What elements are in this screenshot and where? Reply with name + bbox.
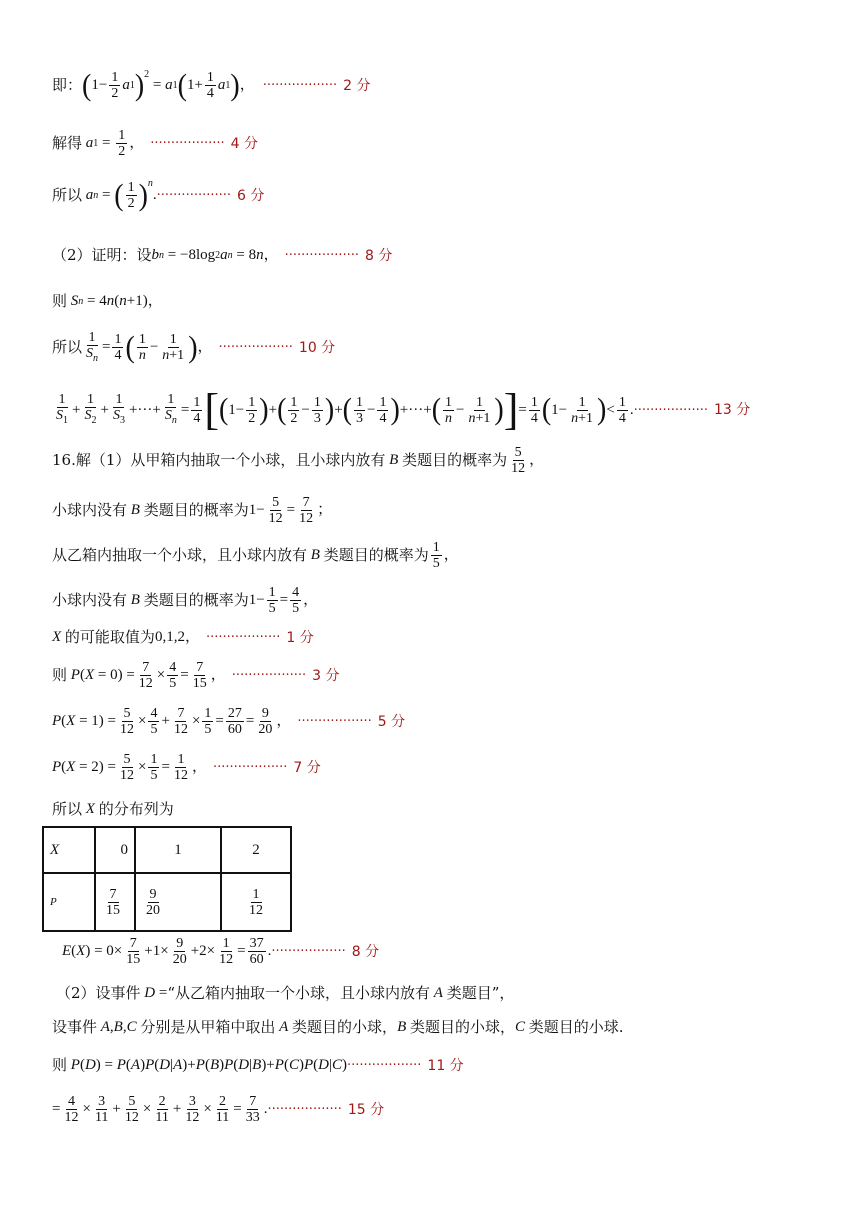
eq-line-1: 即： ( 1− $\frac{1}{2}$ a 1 ) $^2$ = a 1 ( 1+ $\frac{1}{4}$ a 1 ) ， ·················· 2 分	[52, 67, 371, 102]
score-15: 15 分	[347, 1101, 385, 1118]
fraction: $\frac{1}{2}$	[111, 70, 119, 101]
label-ji: 即：	[52, 76, 83, 94]
score-5: 5 分	[377, 713, 406, 730]
part2-event-line: （2）设事件 D = “从乙箱内抽取一个小球，且小球内放有 A 类题目”，	[56, 984, 515, 1002]
distribution-table	[42, 826, 292, 932]
score-4: 4 分	[230, 135, 258, 152]
q16-line-1: 16.解（1）从甲箱内抽取一个小球，且小球内放有 B 类题目的概率为 $\frac{5}{12}$ ，	[52, 445, 545, 476]
eq-line-4: （2）证明：设 b n = −8log 2 a n = 8 n ， ·················· 8 分	[52, 246, 393, 264]
score-10: 10 分	[298, 339, 336, 356]
score-dots: ··················	[262, 78, 338, 93]
final-line: = $\frac{4}{12}$ × $\frac{3}{11}$ + $\frac{5}{12}$ × $\frac{2}{11}$ + $\frac{3}{12}$ × $\frac{2}{11}$ = $\frac{7}{33}$ . ·················· 15 分	[52, 1094, 385, 1125]
score-11: 11 分	[427, 1057, 464, 1074]
eq-line-3: 所以 a n = ( $\frac{1}{2}$ ) $^n$ . ·················· 6 分	[52, 177, 265, 212]
q16-line-4: 小球内没有 B 类题目的概率为 1− $\frac{1}{5}$ = $\frac{4}{5}$ ，	[52, 585, 319, 616]
q16-line-3: 从乙箱内抽取一个小球，且小球内放有 B 类题目的概率为 $\frac{1}{5}$ ，	[52, 540, 459, 571]
table-row: P $\frac{7}{15}$ $\frac{9}{20}$ $\frac{1}{12}$	[43, 873, 291, 931]
score-1: 1 分	[286, 629, 314, 646]
eq-line-6: 所以 $\frac{1}{S_n}$ = $\frac{1}{4}$ ( $\frac{1}{n}$ − $\frac{1}{n+1}$ ) ， ·················· 10 分	[52, 330, 336, 365]
score-2: 2 分	[343, 77, 371, 94]
px1-line: P ( X = 1) = $\frac{5}{12}$ × $\frac{4}{5}$ + $\frac{7}{12}$ × $\frac{1}{5}$ = $\frac{27}{60}$ = $\frac{9}{20}$ ， ·················· 5 分	[52, 706, 406, 737]
label-jiede: 解得	[52, 134, 83, 152]
eq-line-2: 解得 a 1 = $\frac{1}{2}$ ， ·················· 4 分	[52, 128, 258, 159]
dist-intro: 所以 X 的分布列为	[52, 800, 174, 818]
q16-line-2: 小球内没有 B 类题目的概率为 1− $\frac{5}{12}$ = $\frac{7}{12}$ ；	[52, 495, 333, 526]
score-6: 6 分	[237, 187, 265, 204]
score-8: 8 分	[365, 247, 393, 264]
abc-line: 设事件 A,B,C 分别是从甲箱中取出 A 类题目的小球， B 类题目的小球， C 类题目的小球.	[52, 1018, 624, 1036]
paren: (	[82, 67, 92, 102]
score-13: 13 分	[713, 402, 751, 418]
score-3: 3 分	[312, 667, 340, 684]
px0-line: 则 P ( X = 0) = $\frac{7}{12}$ × $\frac{4}{5}$ = $\frac{7}{15}$ ， ·················· 3 分	[52, 660, 340, 691]
pd-line: 则 P ( D ) = P ( A ) P ( D | A )+ P ( B ) P ( D | B )+ P ( C ) P ( D | C ) ·················· 11 分	[52, 1056, 464, 1074]
expectation-line: E ( X ) = 0× $\frac{7}{15}$ +1× $\frac{9}{20}$ +2× $\frac{1}{12}$ = $\frac{37}{60}$ . ·················· 8 分	[62, 936, 380, 967]
score-8b: 8 分	[351, 943, 380, 960]
q16-line-5: X 的可能取值为 0,1,2 ， ·················· 1 分	[52, 628, 314, 646]
table-row: X 0 1 2	[43, 827, 291, 873]
eq-line-7: $\frac{1}{S_1}$ + $\frac{1}{S_2}$ + $\frac{1}{S_3}$ +···+ $\frac{1}{S_n}$ = $\frac{1}{4}$ [ ( 1− $\frac{1}{2}$ ) + ( $\frac{1}{2}$ − $\frac{1}{3}$ ) + ( $\frac{1}{3}$ − $\frac{1}{4}$ ) +···+ ( $\frac{1}{n}$ − $\frac{1}{n+1}$ ) ] = $\frac{1}{4}$ ( 1− $\frac{1}{n+1}$ ) < $\frac{1}{4}$ . ·················· 13 分	[56, 385, 751, 434]
score-7: 7 分	[293, 759, 321, 776]
eq-line-5: 则 S n = 4 n ( n +1)，	[52, 292, 163, 310]
px2-line: P ( X = 2) = $\frac{5}{12}$ × $\frac{1}{5}$ = $\frac{1}{12}$ ， ·················· 7 分	[52, 752, 321, 783]
